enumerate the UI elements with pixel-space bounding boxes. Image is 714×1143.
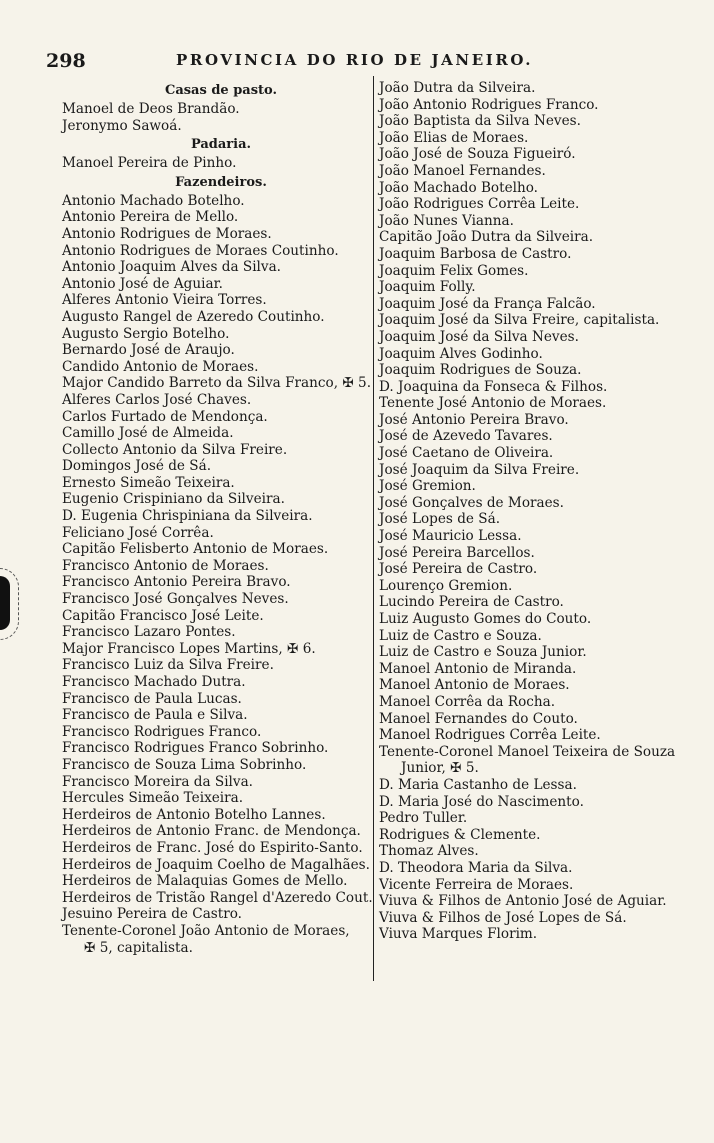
list-item: Francisco Antonio de Moraes. bbox=[62, 557, 269, 574]
list-item: Manoel Corrêa da Rocha. bbox=[379, 693, 556, 710]
list-item: Joaquim José da Silva Freire, capitalista. bbox=[379, 312, 660, 329]
list-item: José Gremion. bbox=[379, 478, 476, 495]
list-item: Manoel de Deos Brandão. bbox=[62, 101, 240, 117]
list-item: José Caetano de Oliveira. bbox=[379, 445, 554, 462]
list-item: Francisco Lazaro Pontes. bbox=[62, 624, 236, 641]
list-item: Manoel Antonio de Miranda. bbox=[379, 660, 577, 677]
list-item: João Manoel Fernandes. bbox=[379, 162, 546, 179]
list-item: Francisco Rodrigues Franco. bbox=[62, 723, 262, 740]
list-item: Antonio Rodrigues de Moraes. bbox=[62, 225, 272, 242]
list-item: Antonio Joaquim Alves da Silva. bbox=[62, 259, 282, 276]
list-item: Rodrigues & Clemente. bbox=[379, 826, 541, 843]
list-item: Antonio José de Aguiar. bbox=[62, 275, 223, 292]
list-item: Herdeiros de Malaquias Gomes de Mello. bbox=[62, 873, 348, 890]
list-item: João Nunes Vianna. bbox=[379, 212, 514, 229]
list-item: João Elias de Moraes. bbox=[379, 129, 529, 146]
list-item: Luiz de Castro e Souza. bbox=[379, 627, 542, 644]
list-item: Manoel Fernandes do Couto. bbox=[379, 710, 578, 727]
list-item: José Antonio Pereira Bravo. bbox=[379, 411, 569, 428]
list-item: Manoel Rodrigues Corrêa Leite. bbox=[379, 727, 601, 744]
list-item: Major Candido Barreto da Silva Franco, ✠ 5. bbox=[62, 375, 372, 392]
list-item: João Machado Botelho. bbox=[379, 179, 538, 196]
list-item: Capitão João Dutra da Silveira. bbox=[379, 229, 594, 246]
section-heading-fazendeiros: Fazendeiros. bbox=[175, 174, 267, 190]
list-item: Jesuino Pereira de Castro. bbox=[62, 906, 243, 923]
padaria-list bbox=[62, 155, 380, 172]
list-item: Joaquim Alves Godinho. bbox=[379, 345, 543, 362]
list-item: João Antonio Rodrigues Franco. bbox=[379, 96, 599, 113]
list-item: Major Francisco Lopes Martins, ✠ 6. bbox=[62, 640, 316, 657]
list-item: Viuva & Filhos de José Lopes de Sá. bbox=[379, 909, 627, 926]
right-column bbox=[375, 80, 709, 943]
list-item: Joaquim José da França Falcão. bbox=[379, 295, 596, 312]
list-item: Antonio Machado Botelho. bbox=[62, 192, 245, 209]
list-item: Joaquim Barbosa de Castro. bbox=[379, 245, 572, 262]
list-item: José Mauricio Lessa. bbox=[379, 528, 522, 545]
list-item: Francisco Moreira da Silva. bbox=[62, 773, 254, 790]
list-item: Luiz Augusto Gomes do Couto. bbox=[379, 611, 592, 627]
list-item: Feliciano José Corrêa. bbox=[62, 524, 214, 541]
ink-blot-mark bbox=[0, 576, 10, 630]
list-item: Pedro Tuller. bbox=[379, 810, 468, 827]
list-item: Francisco Rodrigues Franco Sobrinho. bbox=[62, 740, 329, 757]
list-item: Joaquim José da Silva Neves. bbox=[379, 328, 579, 345]
list-item: Francisco de Souza Lima Sobrinho. bbox=[62, 756, 307, 773]
list-item: Jeronymo Sawoá. bbox=[62, 117, 182, 134]
list-item: D. Maria José do Nascimento. bbox=[379, 793, 584, 810]
list-item: Herdeiros de Joaquim Coelho de Magalhães. bbox=[62, 856, 370, 873]
list-item: José Pereira Barcellos. bbox=[379, 544, 535, 561]
list-item: Manoel Antonio de Moraes. bbox=[379, 677, 570, 694]
list-item: Herdeiros de Antonio Franc. de Mendonça. bbox=[62, 823, 361, 840]
list-item: D. Eugenia Chrispiniana da Silveira. bbox=[62, 508, 313, 525]
list-item: Eugenio Crispiniano da Silveira. bbox=[62, 491, 285, 508]
list-item: João Rodrigues Corrêa Leite. bbox=[379, 196, 580, 213]
list-item: Francisco de Paula Lucas. bbox=[62, 690, 242, 707]
list-item: Manoel Pereira de Pinho. bbox=[62, 155, 237, 172]
list-item: Francisco Antonio Pereira Bravo. bbox=[62, 574, 291, 591]
list-item: Thomaz Alves. bbox=[379, 843, 479, 860]
section-heading-casas-de-pasto: Casas de pasto. bbox=[164, 83, 278, 98]
list-item: Joaquim Folly. bbox=[379, 279, 476, 296]
list-item: Francisco Luiz da Silva Freire. bbox=[62, 657, 274, 674]
list-item: Viuva & Filhos de Antonio José de Aguiar. bbox=[379, 893, 667, 910]
list-item: Herdeiros de Franc. José do Espirito-Santo. bbox=[62, 839, 363, 856]
list-item: D. Maria Castanho de Lessa. bbox=[379, 776, 577, 793]
list-item: Vicente Ferreira de Moraes. bbox=[379, 876, 574, 893]
list-item: Viuva Marques Florim. bbox=[379, 926, 538, 943]
list-item: Candido Antonio de Moraes. bbox=[62, 358, 259, 375]
list-item: João José de Souza Figueiró. bbox=[379, 146, 576, 163]
casas-de-pasto-list bbox=[62, 101, 380, 134]
list-item: José Joaquim da Silva Freire. bbox=[379, 461, 580, 478]
list-item: José Lopes de Sá. bbox=[379, 511, 501, 528]
list-item: Alferes Antonio Vieira Torres. bbox=[62, 292, 267, 309]
list-item: D. Theodora Maria da Silva. bbox=[379, 859, 573, 876]
list-item: Joaquim Felix Gomes. bbox=[379, 262, 529, 279]
list-item: Herdeiros de Antonio Botelho Lannes. bbox=[62, 806, 326, 823]
list-item: Bernardo José de Araujo. bbox=[62, 342, 235, 359]
list-item: José de Azevedo Tavares. bbox=[379, 428, 553, 445]
list-item: Luiz de Castro e Souza Junior. bbox=[379, 644, 587, 661]
list-item: Lucindo Pereira de Castro. bbox=[379, 594, 564, 611]
list-item: Domingos José de Sá. bbox=[62, 458, 212, 475]
list-item: Tenente-Coronel Manoel Teixeira de Souza bbox=[379, 743, 676, 760]
fazendeiros-list-continued bbox=[379, 80, 709, 760]
fazendeiros-list bbox=[62, 193, 380, 940]
list-item: Francisco de Paula e Silva. bbox=[62, 707, 248, 724]
list-item: José Pereira de Castro. bbox=[379, 561, 538, 578]
list-item: Hercules Simeão Teixeira. bbox=[62, 790, 244, 807]
list-item: Collecto Antonio da Silva Freire. bbox=[62, 441, 288, 458]
list-item: Francisco José Gonçalves Neves. bbox=[62, 591, 289, 608]
list-item: Lourenço Gremion. bbox=[379, 577, 513, 594]
list-item-continuation: ✠ 5, capitalista. bbox=[84, 939, 193, 956]
section-heading-padaria: Padaria. bbox=[190, 137, 252, 153]
list-item: João Baptista da Silva Neves. bbox=[379, 113, 581, 130]
list-item: Antonio Rodrigues de Moraes Coutinho. bbox=[62, 242, 339, 259]
list-item: Carlos Furtado de Mendonça. bbox=[62, 408, 268, 425]
page-number: 298 bbox=[46, 50, 86, 72]
list-item: Augusto Sergio Botelho. bbox=[62, 325, 230, 342]
list-item: Alferes Carlos José Chaves. bbox=[62, 391, 252, 408]
list-item: Capitão Felisberto Antonio de Moraes. bbox=[62, 541, 329, 558]
list-item: Herdeiros de Tristão Rangel d'Azeredo Cout. bbox=[62, 889, 373, 906]
list-item: Augusto Rangel de Azeredo Coutinho. bbox=[62, 308, 325, 325]
list-item-continuation: Junior, ✠ 5. bbox=[401, 760, 479, 777]
list-item: D. Joaquina da Fonseca & Filhos. bbox=[379, 378, 608, 395]
list-item: Joaquim Rodrigues de Souza. bbox=[379, 362, 582, 379]
list-item: José Gonçalves de Moraes. bbox=[379, 494, 564, 511]
list-item: Antonio Pereira de Mello. bbox=[62, 209, 239, 226]
list-item: Ernesto Simeão Teixeira. bbox=[62, 474, 235, 491]
list-item: Capitão Francisco José Leite. bbox=[62, 607, 264, 624]
list-item: Francisco Machado Dutra. bbox=[62, 674, 246, 690]
running-header bbox=[46, 50, 566, 74]
left-column bbox=[62, 80, 380, 956]
list-item: Tenente José Antonio de Moraes. bbox=[379, 395, 607, 412]
running-title: PROVINCIA DO RIO DE JANEIRO. bbox=[176, 51, 534, 69]
list-item: Camillo José de Almeida. bbox=[62, 425, 234, 442]
list-item: Tenente-Coronel João Antonio de Moraes, bbox=[62, 922, 350, 939]
fazendeiros-list-continued-2 bbox=[379, 777, 709, 943]
list-item: João Dutra da Silveira. bbox=[379, 80, 536, 96]
